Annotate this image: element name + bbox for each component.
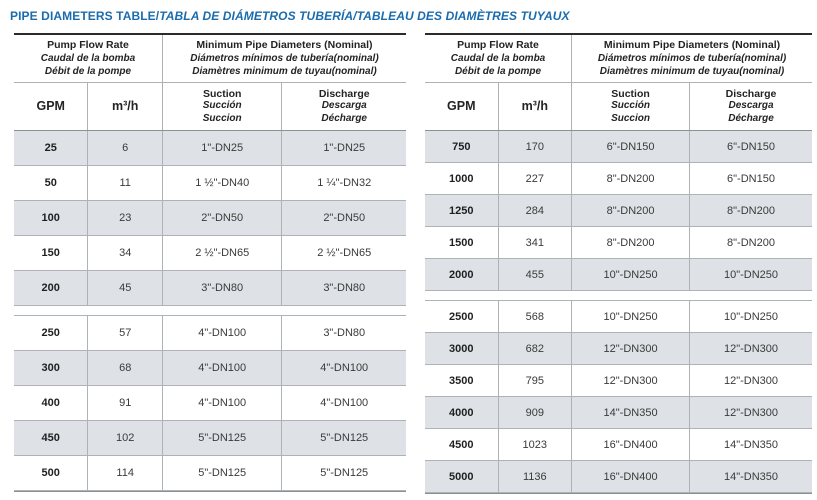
header-suction	[572, 83, 690, 130]
header-suction	[163, 83, 283, 130]
m3h-cell: 455	[499, 259, 573, 290]
suction-cell: 2 ½"-DN65	[163, 236, 283, 270]
discharge-cell: 3"-DN80	[323, 282, 366, 294]
m3h-cell: 682	[499, 333, 573, 364]
header-discharge-es: Descarga	[728, 100, 774, 112]
header-flow-fr: Débit de la pompe	[454, 66, 542, 77]
gpm-cell: 3000	[425, 333, 499, 364]
header-diam-fr: Diamètres minimum de tuyau(nominal)	[599, 66, 785, 77]
left-table-section-1	[14, 131, 406, 306]
table-row	[14, 271, 406, 306]
header-diam-en: Minimum Pipe Diameters (Nominal)	[196, 39, 373, 51]
suction-cell: 1"-DN25	[163, 131, 283, 165]
suction-cell: 4"-DN100	[163, 351, 283, 385]
table-row	[425, 397, 812, 429]
page-title-english: PIPE DIAMETERS TABLE/	[10, 9, 160, 23]
header-discharge-fr: Décharge	[728, 112, 774, 124]
header-flow-en: Pump Flow Rate	[47, 39, 129, 51]
gpm-cell: 4000	[425, 397, 499, 428]
gpm-cell: 100	[14, 201, 88, 235]
table-row	[14, 236, 406, 271]
tables-container	[14, 33, 812, 494]
table-header-groups	[14, 33, 406, 83]
header-gpm	[14, 83, 88, 130]
header-suction-es: Succión	[202, 100, 242, 112]
m3h-cell: 1023	[499, 429, 573, 460]
table-header-columns	[14, 83, 406, 131]
table-row	[14, 386, 406, 421]
gpm-cell: 2500	[425, 301, 499, 332]
discharge-cell: 12"-DN300	[723, 374, 779, 387]
discharge-cell: 10"-DN250	[723, 310, 779, 323]
discharge-cell: 2"-DN50	[323, 212, 366, 224]
left-table-section-2	[14, 315, 406, 492]
header-flow-es: Caudal de la bomba	[450, 53, 546, 64]
table-row	[14, 456, 406, 491]
header-min-pipe-diameters	[163, 35, 406, 82]
gpm-cell: 400	[14, 386, 88, 420]
header-m3h	[88, 83, 162, 130]
header-m3h	[499, 83, 573, 130]
header-discharge-fr: Décharge	[321, 112, 367, 124]
suction-cell: 3"-DN80	[163, 271, 283, 305]
discharge-cell: 8"-DN200	[727, 204, 775, 217]
gpm-cell: 250	[14, 316, 88, 350]
suction-cell: 4"-DN100	[163, 386, 283, 420]
table-row	[425, 195, 812, 227]
gpm-cell: 3500	[425, 365, 499, 396]
header-m3h-label: m³/h	[112, 99, 139, 114]
discharge-cell: 4"-DN100	[320, 362, 369, 374]
suction-cell: 16"-DN400	[572, 429, 690, 460]
table-row	[425, 333, 812, 365]
gpm-cell: 150	[14, 236, 88, 270]
suction-cell: 1 ½"-DN40	[163, 166, 283, 200]
right-table-section-2	[425, 300, 812, 494]
table-row	[425, 461, 812, 493]
header-discharge-en: Discharge	[725, 87, 777, 100]
header-diam-es: Diámetros mínimos de tubería(nominal)	[190, 53, 379, 64]
suction-cell: 5"-DN125	[163, 456, 283, 490]
suction-cell: 16"-DN400	[572, 461, 690, 492]
table-row	[14, 131, 406, 166]
m3h-cell: 45	[88, 271, 162, 305]
suction-cell: 10"-DN250	[572, 259, 690, 290]
discharge-cell: 10"-DN250	[723, 268, 779, 281]
header-suction-en: Suction	[611, 87, 650, 100]
header-pump-flow-rate	[14, 35, 163, 82]
right-table-section-1	[425, 131, 812, 291]
header-gpm	[425, 83, 499, 130]
m3h-cell: 68	[88, 351, 162, 385]
pipe-table-low-flow	[14, 33, 406, 492]
m3h-cell: 23	[88, 201, 162, 235]
suction-cell: 8"-DN200	[572, 227, 690, 258]
header-min-pipe-diameters	[572, 35, 812, 82]
m3h-cell: 114	[88, 456, 162, 490]
header-diam-fr: Diamètres minimum de tuyau(nominal)	[192, 66, 377, 77]
discharge-cell: 8"-DN200	[727, 236, 775, 249]
suction-cell: 14"-DN350	[572, 397, 690, 428]
gpm-cell: 4500	[425, 429, 499, 460]
table-row	[14, 316, 406, 351]
discharge-cell: 14"-DN350	[723, 470, 779, 483]
table-row	[14, 421, 406, 456]
header-discharge-es: Descarga	[321, 100, 367, 112]
table-header-groups	[425, 33, 812, 83]
discharge-cell: 3"-DN80	[323, 327, 366, 339]
header-suction-es: Succión	[611, 100, 650, 112]
m3h-cell: 568	[499, 301, 573, 332]
header-flow-fr: Débit de la pompe	[44, 66, 132, 77]
m3h-cell: 102	[88, 421, 162, 455]
m3h-cell: 795	[499, 365, 573, 396]
page-title	[10, 9, 570, 23]
m3h-cell: 909	[499, 397, 573, 428]
gpm-cell: 50	[14, 166, 88, 200]
table-row	[14, 166, 406, 201]
header-discharge	[690, 83, 812, 130]
suction-cell: 12"-DN300	[572, 333, 690, 364]
gpm-cell: 300	[14, 351, 88, 385]
section-divider-gap	[14, 306, 406, 315]
table-header-columns	[425, 83, 812, 131]
discharge-cell: 6"-DN150	[727, 172, 775, 185]
header-suction-fr: Succion	[611, 112, 650, 124]
suction-cell: 2"-DN50	[163, 201, 283, 235]
discharge-cell: 6"-DN150	[727, 140, 775, 153]
discharge-cell: 12"-DN300	[723, 406, 779, 419]
m3h-cell: 11	[88, 166, 162, 200]
gpm-cell: 1500	[425, 227, 499, 258]
suction-cell: 8"-DN200	[572, 163, 690, 194]
suction-cell: 12"-DN300	[572, 365, 690, 396]
table-row	[425, 301, 812, 333]
discharge-cell: 5"-DN125	[320, 467, 369, 479]
header-suction-fr: Succion	[202, 112, 242, 124]
suction-cell: 6"-DN150	[572, 131, 690, 162]
section-divider-gap	[425, 291, 812, 300]
header-flow-es: Caudal de la bomba	[40, 53, 136, 64]
table-row	[14, 351, 406, 386]
table-row	[425, 227, 812, 259]
gpm-cell: 750	[425, 131, 499, 162]
gpm-cell: 2000	[425, 259, 499, 290]
header-diam-en: Minimum Pipe Diameters (Nominal)	[603, 39, 781, 51]
m3h-cell: 341	[499, 227, 573, 258]
gpm-cell: 1000	[425, 163, 499, 194]
table-row	[425, 259, 812, 291]
m3h-cell: 6	[88, 131, 162, 165]
suction-cell: 4"-DN100	[163, 316, 283, 350]
discharge-cell: 12"-DN300	[723, 342, 779, 355]
page-title-translations: TABLA DE DIÁMETROS TUBERÍA/TABLEAU DES DIAMÈTRES TUYAUX	[159, 9, 570, 23]
suction-cell: 5"-DN125	[163, 421, 283, 455]
header-gpm-label: GPM	[447, 99, 476, 114]
table-row	[425, 429, 812, 461]
table-row	[425, 131, 812, 163]
m3h-cell: 170	[499, 131, 573, 162]
header-discharge-en: Discharge	[318, 87, 370, 100]
gpm-cell: 25	[14, 131, 88, 165]
gpm-cell: 450	[14, 421, 88, 455]
header-diam-es: Diámetros mínimos de tubería(nominal)	[597, 53, 787, 64]
discharge-cell: 1 ¼"-DN32	[317, 177, 372, 189]
gpm-cell: 5000	[425, 461, 499, 492]
gpm-cell: 500	[14, 456, 88, 490]
discharge-cell: 14"-DN350	[723, 438, 779, 451]
header-pump-flow-rate	[425, 35, 572, 82]
header-suction-en: Suction	[202, 87, 242, 100]
m3h-cell: 284	[499, 195, 573, 226]
table-row	[425, 365, 812, 397]
m3h-cell: 227	[499, 163, 573, 194]
header-discharge	[282, 83, 405, 130]
pipe-table-high-flow	[425, 33, 812, 494]
discharge-cell: 2 ½"-DN65	[317, 247, 372, 259]
gpm-cell: 200	[14, 271, 88, 305]
discharge-cell: 1"-DN25	[323, 142, 366, 154]
suction-cell: 8"-DN200	[572, 195, 690, 226]
gpm-cell: 1250	[425, 195, 499, 226]
discharge-cell: 5"-DN125	[320, 432, 369, 444]
m3h-cell: 34	[88, 236, 162, 270]
table-row	[14, 201, 406, 236]
header-gpm-label: GPM	[36, 99, 65, 114]
discharge-cell: 4"-DN100	[320, 397, 369, 409]
header-flow-en: Pump Flow Rate	[457, 39, 539, 51]
m3h-cell: 91	[88, 386, 162, 420]
m3h-cell: 57	[88, 316, 162, 350]
header-m3h-label: m³/h	[521, 99, 548, 114]
m3h-cell: 1136	[499, 461, 573, 492]
table-row	[425, 163, 812, 195]
suction-cell: 10"-DN250	[572, 301, 690, 332]
